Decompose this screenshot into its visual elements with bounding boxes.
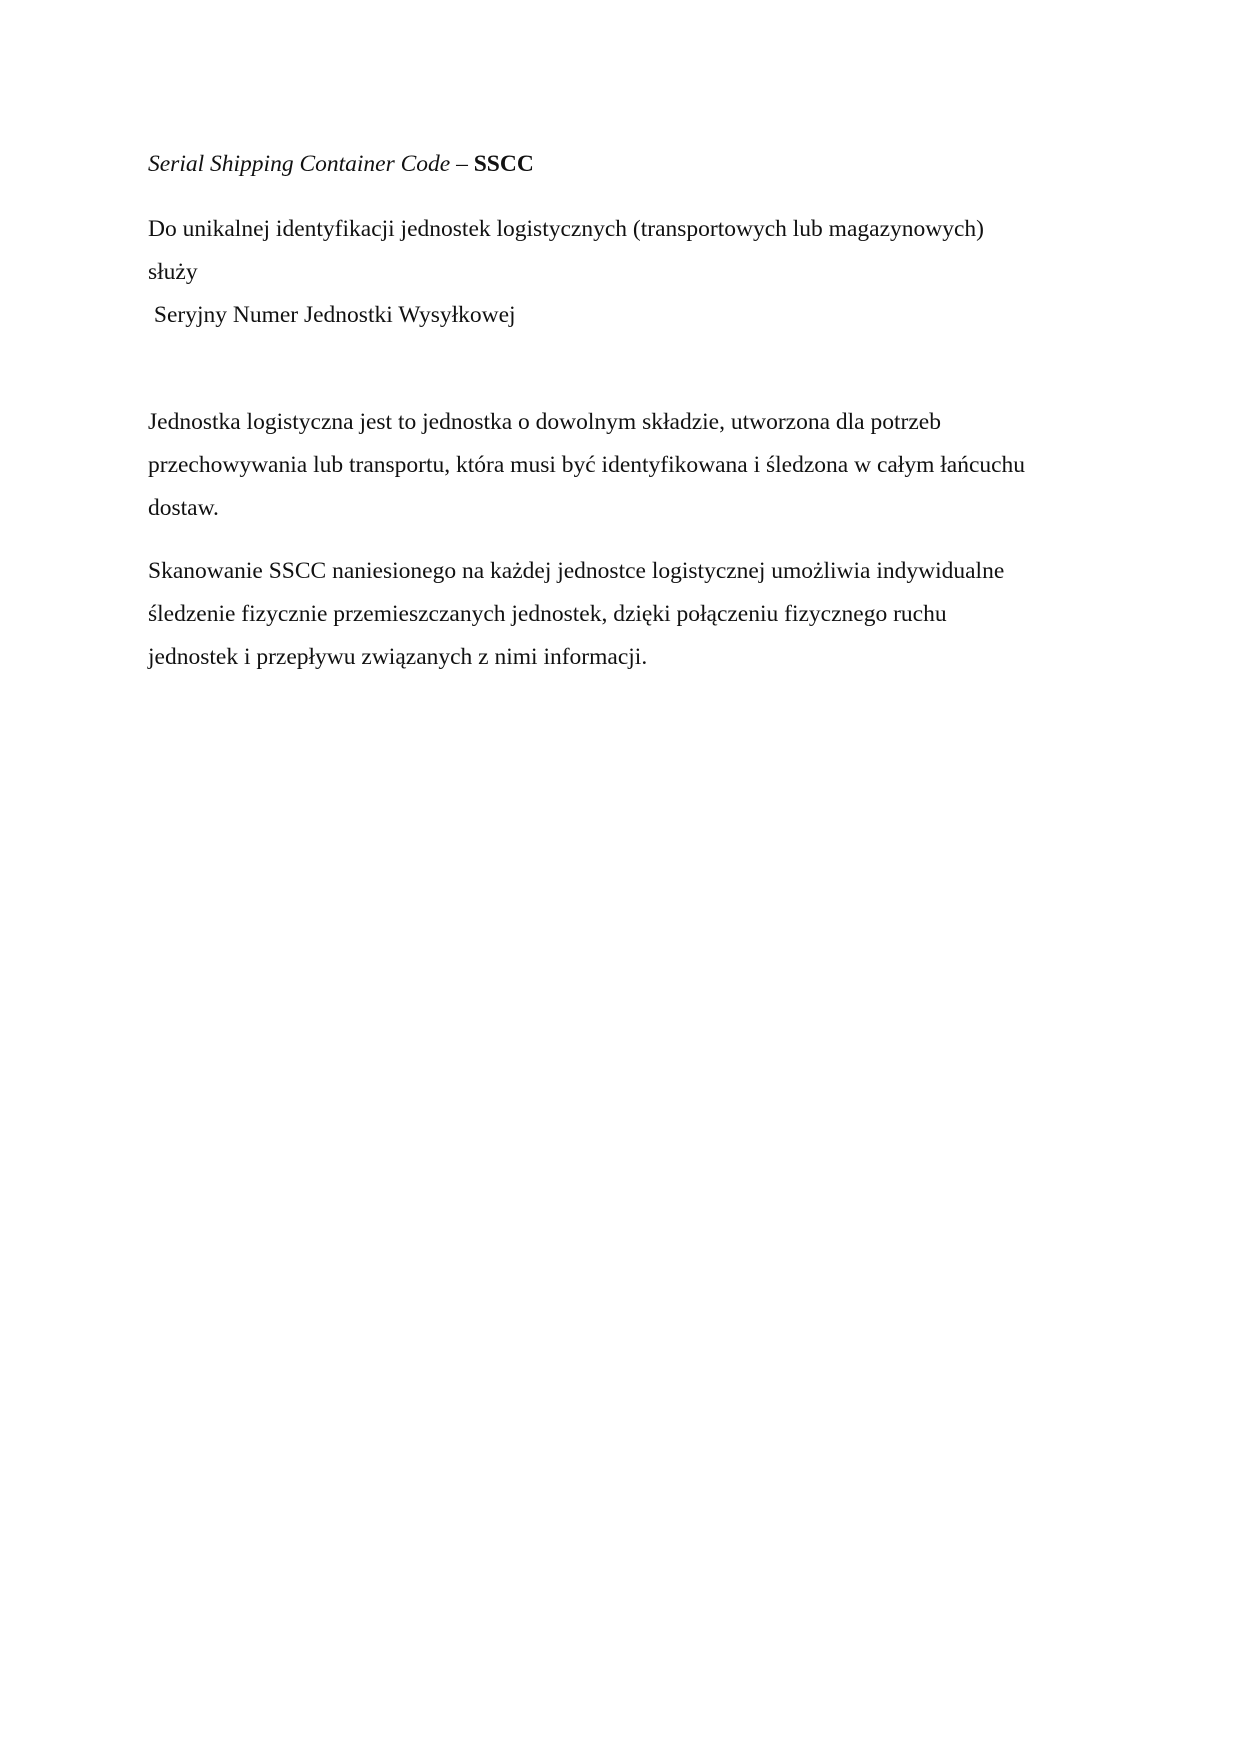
title-bold: SSCC [473, 151, 534, 177]
paragraph3-line: Skanowanie SSCC naniesionego na każdej jednostce logistycznej umożliwia indywidualne [148, 558, 1005, 584]
paragraph3-line: jednostek i przepływu związanych z nimi informacji. [148, 644, 648, 670]
title-italic: Serial Shipping Container Code [148, 151, 451, 177]
paragraph2-line: dostaw. [148, 495, 219, 521]
title-dash: – [450, 151, 474, 177]
document-title [148, 150, 534, 178]
paragraph1-line: służy [148, 259, 198, 285]
paragraph1-line: Do unikalnej identyfikacji jednostek logistycznych (transportowych lub magazynowych) [148, 216, 984, 242]
paragraph3-line: śledzenie fizycznie przemieszczanych jednostek, dzięki połączeniu fizycznego ruchu [148, 601, 947, 627]
paragraph1-line: Seryjny Numer Jednostki Wysyłkowej [148, 302, 516, 328]
paragraph2-line: Jednostka logistyczna jest to jednostka o dowolnym składzie, utworzona dla potrzeb [148, 409, 941, 435]
paragraph2-line: przechowywania lub transportu, która musi być identyfikowana i śledzona w całym łańcuchu [148, 452, 1026, 478]
